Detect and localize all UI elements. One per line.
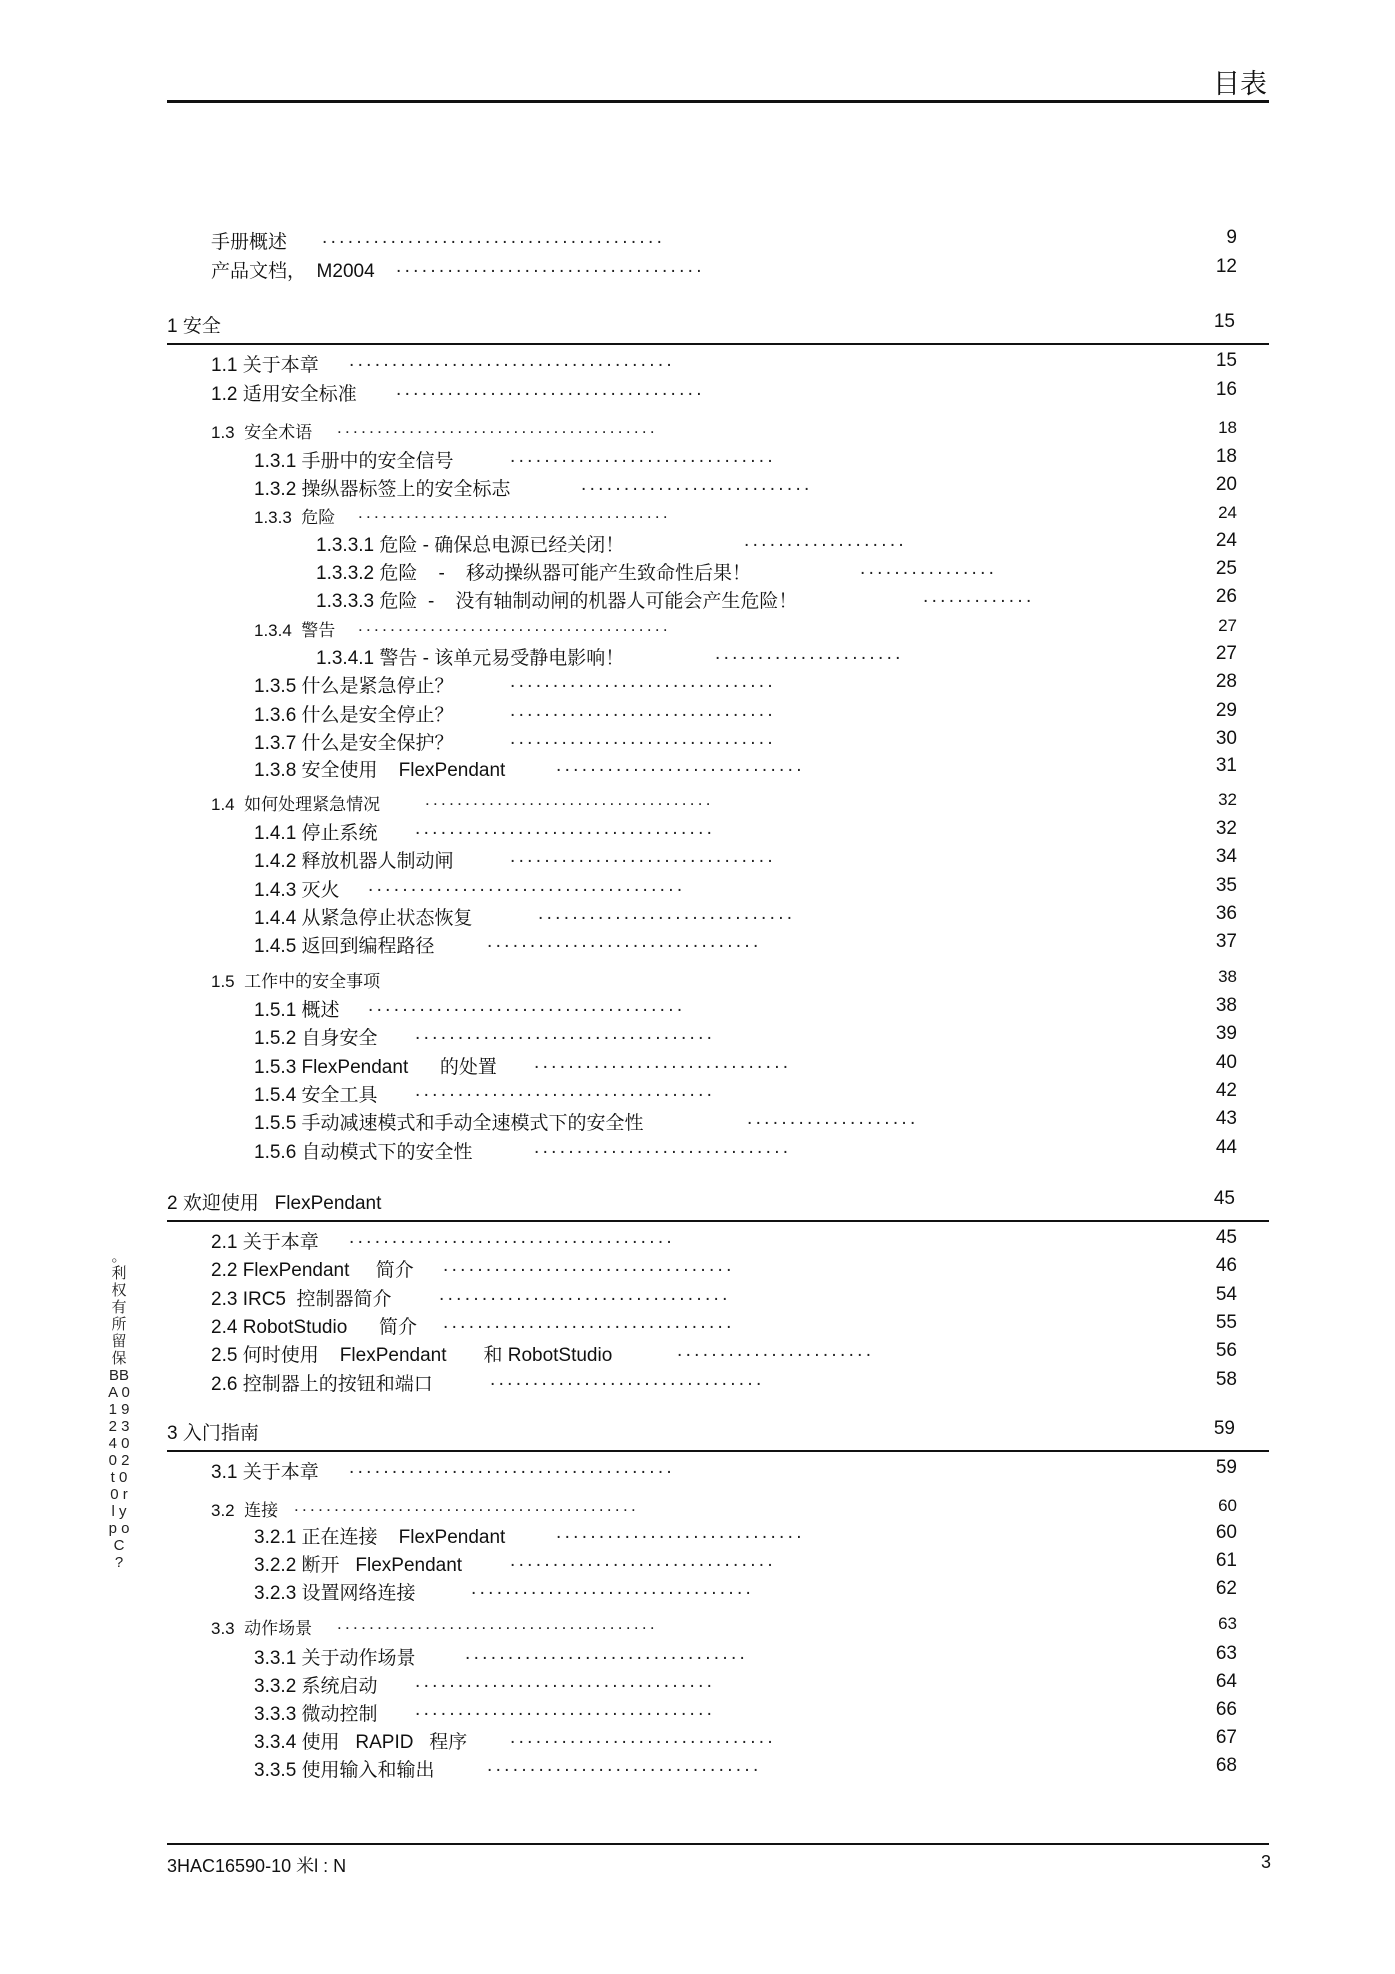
dot-leader: ..................................	[443, 1255, 735, 1276]
toc-entry-title: 2.3 IRC5 控制器简介	[211, 1289, 392, 1310]
toc-entry[interactable]	[0, 755, 1395, 781]
toc-entry-title: 1.3.3 危险	[254, 508, 336, 527]
toc-entry-title: 2.1 关于本章	[211, 1232, 319, 1253]
toc-entry-page-number: 60	[1218, 1496, 1237, 1515]
toc-entry-title: 1.5.2 自身安全	[254, 1028, 378, 1049]
dot-leader: ................................	[487, 931, 762, 952]
dot-leader: ........................................	[337, 418, 658, 437]
dot-leader: ...................................	[415, 1023, 716, 1044]
dot-leader: ..................................	[439, 1284, 731, 1305]
toc-entry-page-number: 27	[1215, 643, 1237, 664]
toc-entry[interactable]	[0, 1643, 1395, 1669]
toc-entry-page-number: 32	[1215, 818, 1237, 839]
toc-entry[interactable]	[0, 1457, 1395, 1483]
toc-entry[interactable]	[0, 1137, 1395, 1163]
toc-entry[interactable]	[0, 818, 1395, 844]
toc-entry[interactable]	[0, 931, 1395, 957]
toc-entry-title: 1.5 工作中的安全事项	[211, 972, 381, 991]
toc-entry-title: 1.5.1 概述	[254, 1000, 340, 1021]
toc-entry-page-number: 15	[1213, 311, 1235, 332]
dot-leader: ....................................	[425, 790, 714, 809]
toc-entry[interactable]	[0, 256, 1395, 282]
toc-entry-title: 1.5.5 手动减速模式和手动全速模式下的安全性	[254, 1113, 644, 1134]
dot-leader: ......................................	[349, 350, 675, 371]
dot-leader: ...............................	[510, 1550, 776, 1571]
toc-entry[interactable]	[0, 446, 1395, 472]
footer-rule	[167, 1843, 1269, 1845]
toc-entry-title: 3.3.4 使用 RAPID 程序	[254, 1732, 468, 1753]
dot-leader: ...................................	[415, 818, 716, 839]
toc-entry-title: 1.4.4 从紧急停止状态恢复	[254, 908, 473, 929]
dot-leader: ...............................	[510, 671, 776, 692]
toc-entry-title: 1.4.1 停止系统	[254, 823, 378, 844]
dot-leader: ...........................	[581, 474, 813, 495]
dot-leader: ................	[860, 558, 998, 579]
toc-entry-page-number: 61	[1215, 1550, 1237, 1571]
toc-entry-page-number: 12	[1215, 256, 1237, 277]
toc-entry[interactable]	[0, 1614, 1395, 1640]
dot-leader: .............................	[556, 755, 805, 776]
toc-entry-title: 1 安全	[167, 316, 221, 337]
dot-leader: ................................	[490, 1369, 765, 1390]
toc-entry-page-number: 32	[1218, 790, 1237, 809]
toc-entry-title: 1.4.2 释放机器人制动闸	[254, 851, 454, 872]
toc-entry-title: 3.1 关于本章	[211, 1462, 319, 1483]
toc-entry-title: 1.3.6 什么是安全停止？	[254, 705, 454, 726]
dot-leader: ..................................	[443, 1312, 735, 1333]
toc-entry-title: 3.3.2 系统启动	[254, 1676, 378, 1697]
dot-leader: ......................	[715, 643, 904, 664]
toc-entry-title: 1.3.4 警告	[254, 621, 336, 640]
toc-entry[interactable]	[0, 1522, 1395, 1548]
toc-entry-title: 2 欢迎使用 FlexPendant	[167, 1193, 382, 1214]
toc-entry-title: 产品文档， M2004	[211, 261, 375, 282]
toc-entry-title: 1.3 安全术语	[211, 423, 313, 442]
toc-entry-title: 3.2.2 断开 FlexPendant	[254, 1555, 463, 1576]
toc-entry[interactable]	[0, 1671, 1395, 1697]
toc-entry-page-number: 63	[1215, 1643, 1237, 1664]
toc-entry-page-number: 63	[1218, 1614, 1237, 1633]
toc-entry[interactable]	[0, 558, 1395, 584]
dot-leader: ...............................	[510, 446, 776, 467]
side-copyright-note: 。利权有所留保 BBA 0 1 9 2 3 4 0 0 2 t 0 0 r l y p o C ?	[108, 1248, 130, 1571]
toc-entry-title: 3.2.1 正在连接 FlexPendant	[254, 1527, 506, 1548]
footer-document-id: 3HAC16590-10 米l : N	[167, 1856, 347, 1876]
toc-entry-title: 3.3 动作场景	[211, 1619, 313, 1638]
toc-entry-page-number: 45	[1215, 1227, 1237, 1248]
toc-entry-page-number: 24	[1218, 503, 1237, 522]
dot-leader: ..............................	[534, 1052, 792, 1073]
toc-entry-page-number: 37	[1215, 931, 1237, 952]
toc-entry[interactable]	[0, 1284, 1395, 1310]
toc-entry-page-number: 45	[1213, 1188, 1235, 1209]
toc-entry-title: 1.3.3.1 危险 - 确保总电源已经关闭！	[316, 535, 625, 556]
toc-entry[interactable]	[0, 671, 1395, 697]
dot-leader: ........................................	[337, 1614, 658, 1633]
toc-entry-title: 1.3.2 操纵器标签上的安全标志	[254, 479, 511, 500]
toc-entry-page-number: 27	[1218, 616, 1237, 635]
dot-leader: .....................................	[368, 875, 686, 896]
toc-entry-page-number: 16	[1215, 379, 1237, 400]
toc-entry-page-number: 38	[1218, 967, 1237, 986]
toc-entry-title: 2.2 FlexPendant 简介	[211, 1260, 414, 1281]
footer-page-number: 3	[1260, 1852, 1271, 1872]
toc-entry[interactable]	[0, 418, 1395, 444]
toc-entry[interactable]	[0, 1108, 1395, 1134]
dot-leader: ...............................	[510, 728, 776, 749]
toc-entry-page-number: 64	[1215, 1671, 1237, 1692]
toc-entry-title: 1.5.6 自动模式下的安全性	[254, 1142, 473, 1163]
toc-entry[interactable]	[0, 995, 1395, 1021]
toc-entry[interactable]	[0, 530, 1395, 556]
toc-entry-page-number: 26	[1215, 586, 1237, 607]
toc-entry-page-number: 31	[1215, 755, 1237, 776]
toc-entry[interactable]	[0, 586, 1395, 612]
toc-entry[interactable]	[0, 1023, 1395, 1049]
dot-leader: ....................	[747, 1108, 919, 1129]
toc-entry-title: 3.3.5 使用输入和输出	[254, 1760, 435, 1781]
toc-entry[interactable]	[0, 846, 1395, 872]
dot-leader: ...............................	[510, 700, 776, 721]
toc-entry-title: 1.3.7 什么是安全保护？	[254, 733, 454, 754]
toc-entry-page-number: 39	[1215, 1023, 1237, 1044]
toc-entry[interactable]	[0, 1755, 1395, 1781]
dot-leader: ....................................	[396, 379, 705, 400]
toc-entry-title: 1.3.4.1 警告 - 该单元易受静电影响！	[316, 648, 625, 669]
toc-entry-title: 2.6 控制器上的按钮和端口	[211, 1374, 433, 1395]
dot-leader: ......................................	[349, 1227, 675, 1248]
dot-leader: ...........................................	[294, 1496, 639, 1515]
dot-leader: .......................	[677, 1340, 875, 1361]
toc-entry-page-number: 36	[1215, 903, 1237, 924]
toc-entry-page-number: 28	[1215, 671, 1237, 692]
toc-entry-page-number: 15	[1215, 350, 1237, 371]
toc-entry[interactable]	[0, 790, 1395, 816]
toc-entry[interactable]	[0, 1312, 1395, 1338]
toc-entry-page-number: 20	[1215, 474, 1237, 495]
toc-entry-page-number: 46	[1215, 1255, 1237, 1276]
toc-entry-title: 3.3.1 关于动作场景	[254, 1648, 416, 1669]
dot-leader: .......................................	[358, 616, 671, 635]
dot-leader: ...................................	[415, 1080, 716, 1101]
toc-entry-page-number: 43	[1215, 1108, 1237, 1129]
toc-entry-page-number: 38	[1215, 995, 1237, 1016]
toc-entry[interactable]	[0, 350, 1395, 376]
chapter-rule	[167, 343, 1269, 345]
toc-entry-title: 1.5.3 FlexPendant 的处置	[254, 1057, 497, 1078]
dot-leader: .................................	[465, 1643, 749, 1664]
toc-entry-page-number: 29	[1215, 700, 1237, 721]
toc-entry-title: 3.2 连接	[211, 1501, 279, 1520]
toc-entry-title: 1.3.5 什么是紧急停止？	[254, 676, 454, 697]
dot-leader: .............	[923, 586, 1035, 607]
toc-entry[interactable]	[0, 1550, 1395, 1576]
toc-entry[interactable]	[0, 503, 1395, 529]
dot-leader: ...............................	[510, 1727, 776, 1748]
toc-entry[interactable]	[0, 1699, 1395, 1725]
toc-entry-page-number: 54	[1215, 1284, 1237, 1305]
toc-entry-title: 2.5 何时使用 FlexPendant 和 RobotStudio	[211, 1345, 613, 1366]
toc-entry[interactable]	[0, 616, 1395, 642]
toc-entry-page-number: 55	[1215, 1312, 1237, 1333]
dot-leader: ................................	[487, 1755, 762, 1776]
toc-entry-page-number: 18	[1218, 418, 1237, 437]
toc-entry[interactable]	[0, 1578, 1395, 1604]
toc-entry-title: 3 入门指南	[167, 1423, 259, 1444]
toc-entry-title: 1.3.1 手册中的安全信号	[254, 451, 454, 472]
toc-entry[interactable]	[0, 311, 1395, 337]
toc-entry-title: 3.3.3 微动控制	[254, 1704, 378, 1725]
toc-entry-title: 1.2 适用安全标准	[211, 384, 357, 405]
toc-entry-page-number: 59	[1213, 1418, 1235, 1439]
toc-entry-page-number: 30	[1215, 728, 1237, 749]
toc-entry[interactable]	[0, 379, 1395, 405]
toc-entry-page-number: 25	[1215, 558, 1237, 579]
toc-entry[interactable]	[0, 643, 1395, 669]
toc-entry-page-number: 62	[1215, 1578, 1237, 1599]
toc-entry-title: 2.4 RobotStudio 简介	[211, 1317, 417, 1338]
toc-entry-title: 1.4.5 返回到编程路径	[254, 936, 435, 957]
toc-entry-page-number: 44	[1215, 1137, 1237, 1158]
dot-leader: ...................................	[415, 1699, 716, 1720]
dot-leader: ...................	[744, 530, 907, 551]
toc-entry[interactable]	[0, 1188, 1395, 1214]
toc-entry[interactable]	[0, 903, 1395, 929]
toc-entry-page-number: 42	[1215, 1080, 1237, 1101]
toc-entry[interactable]	[0, 1418, 1395, 1444]
toc-entry[interactable]	[0, 1340, 1395, 1366]
page-title: 目表	[1213, 69, 1267, 99]
chapter-rule	[167, 1450, 1269, 1452]
toc-entry[interactable]	[0, 728, 1395, 754]
dot-leader: ..............................	[538, 903, 796, 924]
dot-leader: ..............................	[534, 1137, 792, 1158]
toc-entry-title: 1.4.3 灭火	[254, 880, 340, 901]
dot-leader: ....................................	[396, 256, 705, 277]
toc-entry-title: 1.4 如何处理紧急情况	[211, 795, 381, 814]
toc-entry[interactable]	[0, 1496, 1395, 1522]
header-rule	[167, 100, 1269, 103]
dot-leader: ...................................	[415, 1671, 716, 1692]
toc-entry[interactable]	[0, 1727, 1395, 1753]
toc-entry-page-number: 34	[1215, 846, 1237, 867]
toc-entry-title: 1.3.3.2 危险 - 移动操纵器可能产生致命性后果！	[316, 563, 751, 584]
toc-entry-page-number: 35	[1215, 875, 1237, 896]
dot-leader: ......................................	[349, 1457, 675, 1478]
dot-leader: ...............................	[510, 846, 776, 867]
toc-entry[interactable]	[0, 1080, 1395, 1106]
toc-entry[interactable]	[0, 1255, 1395, 1281]
toc-entry-page-number: 66	[1215, 1699, 1237, 1720]
toc-entry[interactable]	[0, 1052, 1395, 1078]
toc-entry-page-number: 60	[1215, 1522, 1237, 1543]
dot-leader: .............................	[556, 1522, 805, 1543]
toc-entry-title: 3.2.3 设置网络连接	[254, 1583, 416, 1604]
toc-entry-page-number: 24	[1215, 530, 1237, 551]
toc-entry[interactable]	[0, 227, 1395, 253]
dot-leader: .................................	[471, 1578, 755, 1599]
toc-entry-title: 1.1 关于本章	[211, 355, 319, 376]
toc-entry-title: 1.3.3.3 危险 - 没有轴制动闸的机器人可能会产生危险！	[316, 591, 798, 612]
toc-entry-page-number: 59	[1215, 1457, 1237, 1478]
toc-entry[interactable]	[0, 1227, 1395, 1253]
toc-entry-page-number: 68	[1215, 1755, 1237, 1776]
toc-entry[interactable]	[0, 474, 1395, 500]
dot-leader: .......................................	[358, 503, 671, 522]
toc-entry[interactable]	[0, 1369, 1395, 1395]
toc-entry-page-number: 18	[1215, 446, 1237, 467]
toc-entry[interactable]	[0, 967, 1395, 993]
toc-entry-page-number: 67	[1215, 1727, 1237, 1748]
toc-entry-page-number: 40	[1215, 1052, 1237, 1073]
toc-entry-title: 手册概述	[211, 232, 288, 253]
dot-leader: ........................................	[322, 227, 666, 248]
toc-entry-title: 1.3.8 安全使用 FlexPendant	[254, 760, 506, 781]
toc-entry-page-number: 56	[1215, 1340, 1237, 1361]
toc-entry-title: 1.5.4 安全工具	[254, 1085, 378, 1106]
toc-entry[interactable]	[0, 700, 1395, 726]
toc-entry-page-number: 58	[1215, 1369, 1237, 1390]
dot-leader: .....................................	[368, 995, 686, 1016]
toc-entry[interactable]	[0, 875, 1395, 901]
toc-entry-page-number: 9	[1226, 227, 1237, 248]
chapter-rule	[167, 1220, 1269, 1222]
